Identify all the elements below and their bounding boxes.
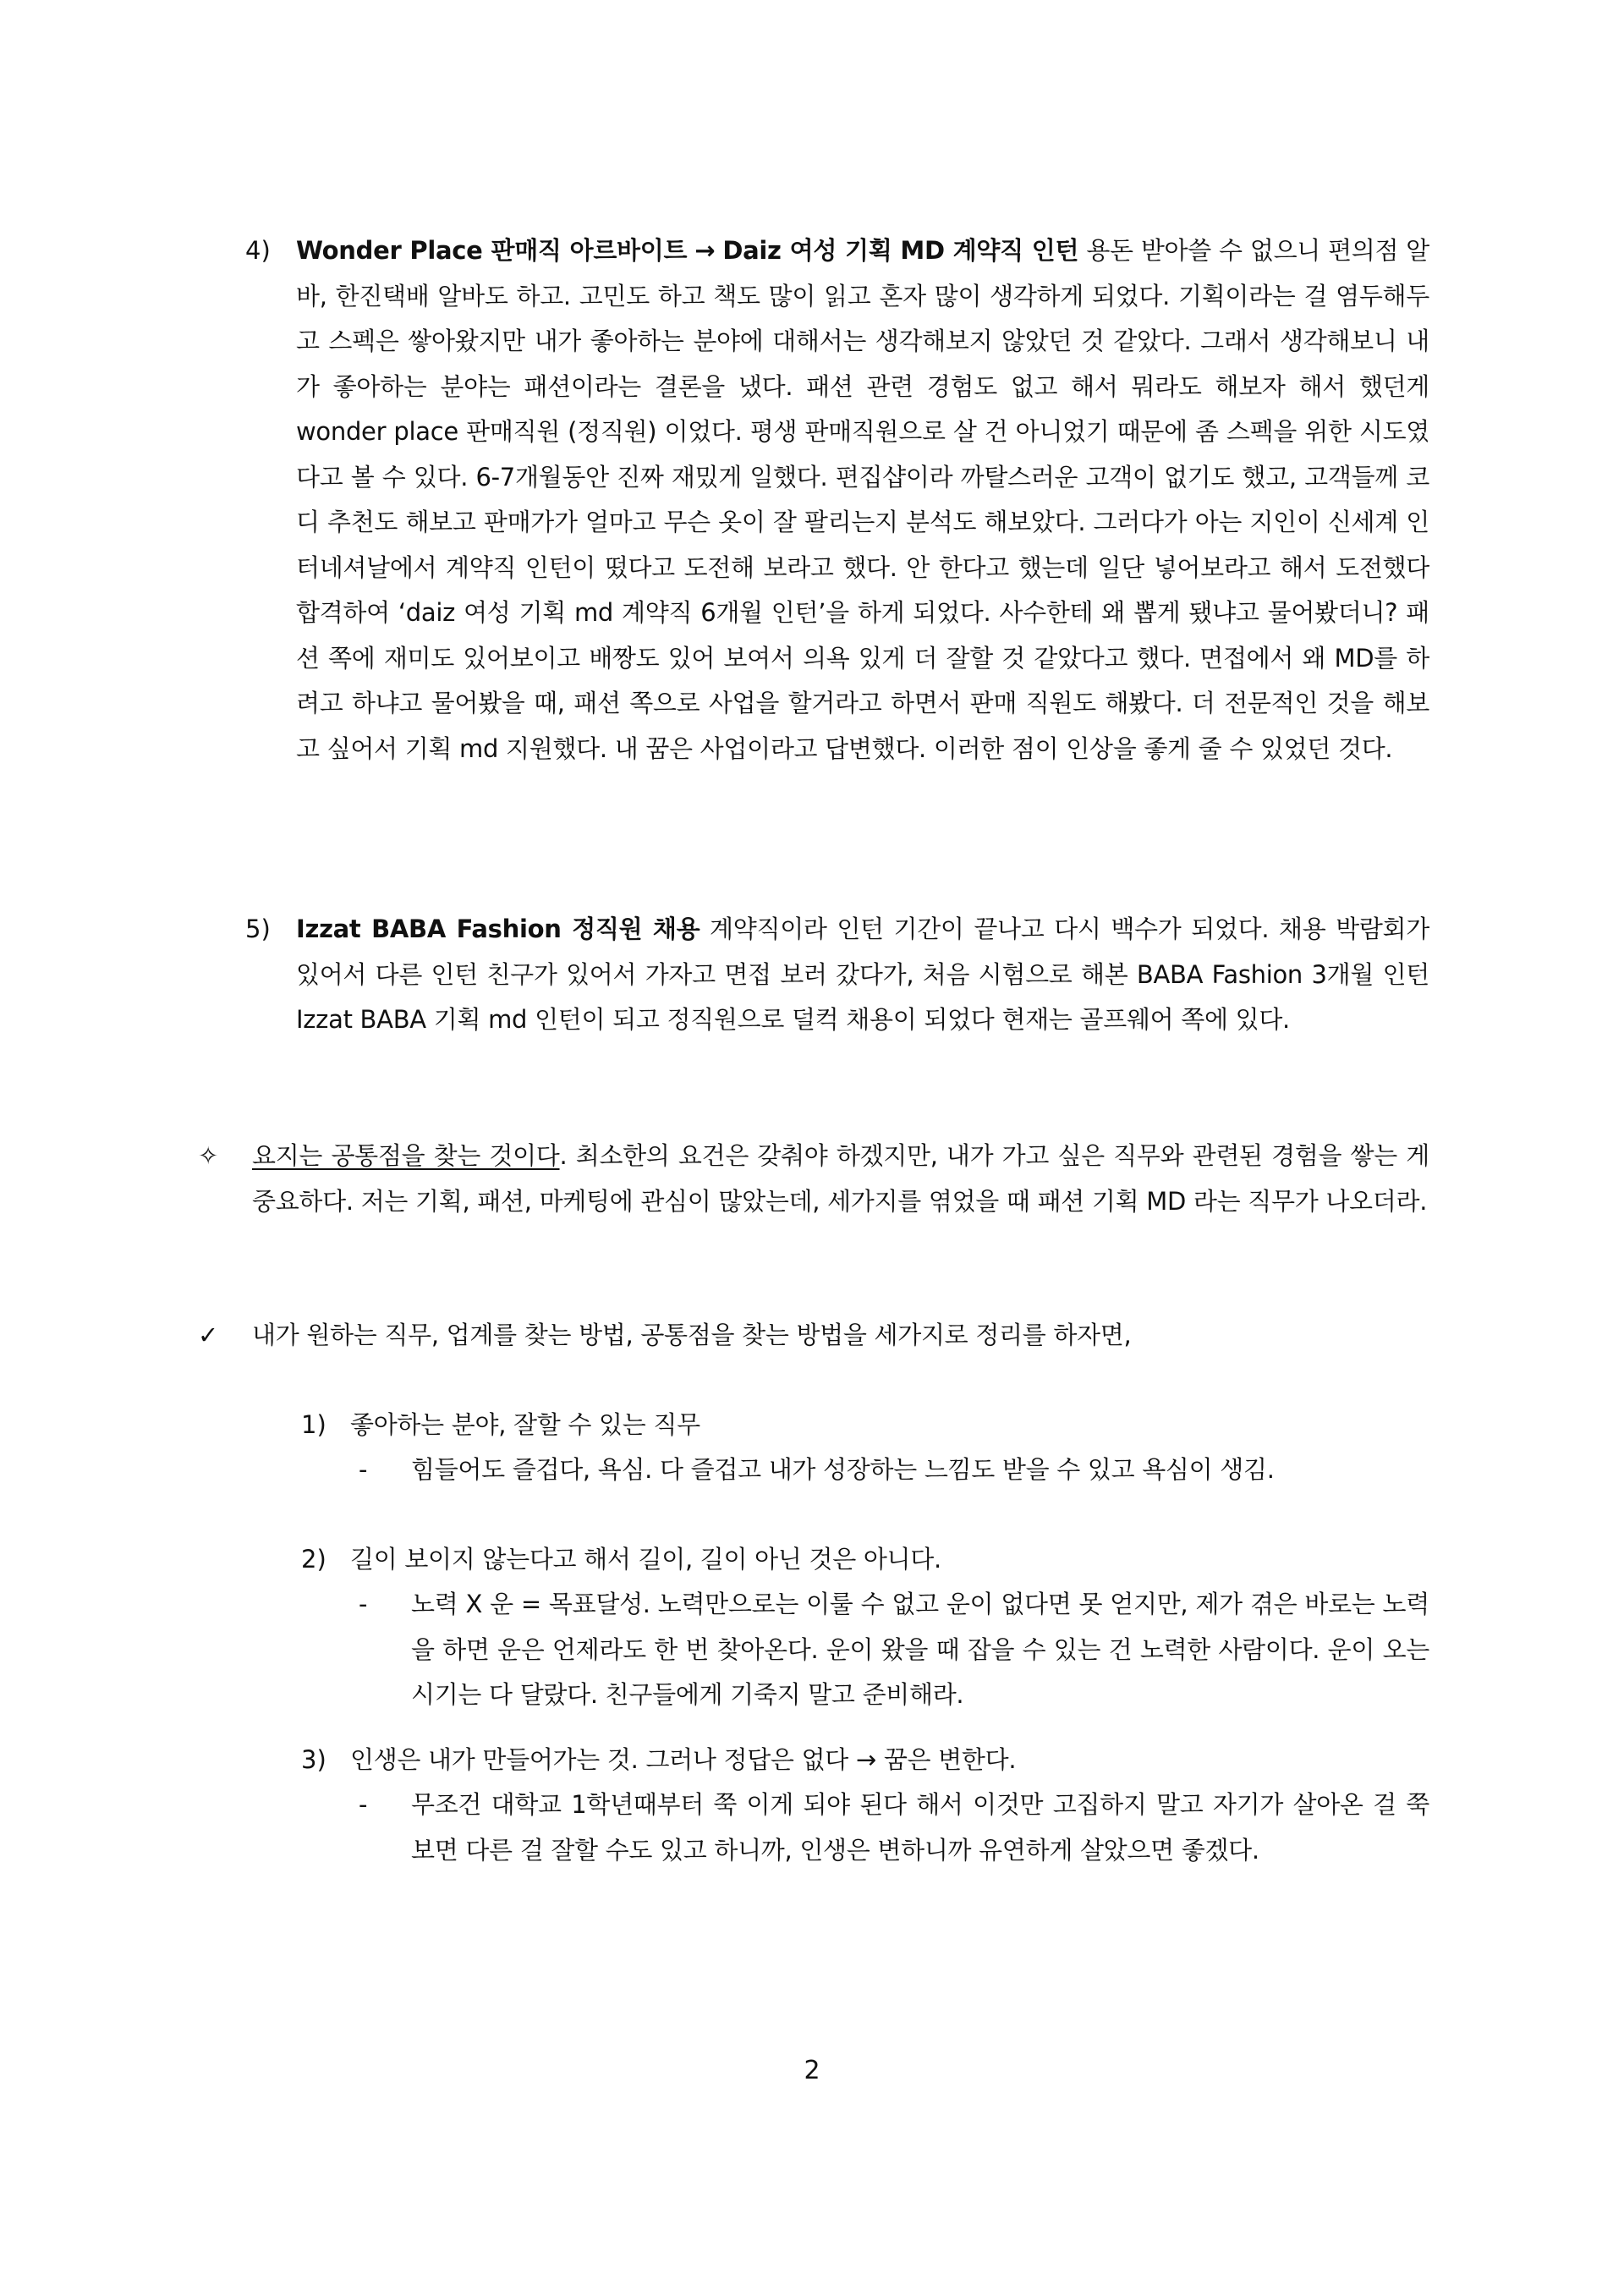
summary-3-dash: - <box>359 1790 368 1819</box>
item4-paragraph <box>296 228 1429 772</box>
summary-3-title: 인생은 내가 만들어가는 것. 그러나 정답은 없다 → 꿈은 변한다. <box>350 1745 1017 1774</box>
item5-marker: 5) <box>245 915 271 943</box>
item4-marker: 4) <box>245 236 271 265</box>
key-point-paragraph <box>252 1134 1429 1224</box>
summary-1-dash: - <box>359 1455 368 1484</box>
arrow-icon: → <box>694 236 716 265</box>
item5-body: 계약직이라 인턴 기간이 끝나고 다시 백수가 되었다. 채용 박람회가 있어서 다른 인턴 친구가 있어서 가자고 면접 보러 갔다가, 처음 시험으로 해본 BABA Fashion 3개월 인턴 Izzat BABA 기획 md 인턴이 되고 정직원으로 덜컥 채용이 되었다 현재는 골프웨어 쪽에 있다. <box>296 915 1429 1034</box>
item5-paragraph <box>296 907 1429 1043</box>
key-point-body: . 최소한의 요건은 갖춰야 하겠지만, 내가 가고 싶은 직무와 관련된 경험을 쌓는 게 중요하다. 저는 기획, 패션, 마케팅에 관심이 많았는데, 세가지를 엮었을 때 패션 기획 MD 라는 직무가 나오더라. <box>252 1141 1429 1216</box>
check-intro-text: 내가 원하는 직무, 업계를 찾는 방법, 공통점을 찾는 방법을 세가지로 정리를 하자면, <box>252 1321 1132 1349</box>
key-point-underlined: 요지는 공통점을 찾는 것이다 <box>252 1141 560 1170</box>
summary-1-detail: 힘들어도 즐겁다, 욕심. 다 즐겁고 내가 성장하는 느낌도 받을 수 있고 욕심이 생김. <box>411 1455 1275 1484</box>
summary-1-marker: 1) <box>301 1410 326 1439</box>
item4-body: 용돈 받아쓸 수 없으니 편의점 알바, 한진택배 알바도 하고. 고민도 하고 책도 많이 읽고 혼자 많이 생각하게 되었다. 기획이라는 걸 염두해두고 스펙은 쌓아왔지만 내가 좋아하는 분야에 대해서는 생각해보지 않았던 것 같았다. 그래서 생각해보니 내가 좋아하는 분야는 패션이라는 결론을 냈다. 패션 관련 경험도 없고 해서 뭐라도 해보자 해서 했던게 wonder place 판매직원 (정직원) 이었다. 평생 판매직원으로 살 건 아니었기 때문에 좀 스펙을 위한 시도였다고 볼 수 있다. 6-7개월동안 진짜 재밌게 일했다. 편집샵이라 까탈스러운 고객이 없기도 했고, 고객들께 코디 추천도 해보고 판매가가 얼마고 무슨 옷이 잘 팔리는지 분석도 해보았다. 그러다가 아는 지인이 신세계 인터네셔날에서 계약직 인턴이 떴다고 도전해 보라고 했다. 안 한다고 했는데 일단 넣어보라고 해서 도전했다 합격하여 ‘daiz 여성 기획 md 계약직 6개월 인턴’을 하게 되었다. 사수한테 왜 뽑게 됐냐고 물어봤더니? 패션 쪽에 재미도 있어보이고 배짱도 있어 보여서 의욕 있게 더 잘할 것 같았다고 했다. 면접에서 왜 MD를 하려고 하냐고 물어봤을 때, 패션 쪽으로 사업을 할거라고 하면서 판매 직원도 해봤다. 더 전문적인 것을 해보고 싶어서 기획 md 지원했다. 내 꿈은 사업이라고 답변했다. 이러한 점이 인상을 좋게 줄 수 있었던 것다. <box>296 236 1430 763</box>
page-number: 2 <box>804 2056 820 2085</box>
summary-2-detail: 노력 X 운 = 목표달성. 노력만으로는 이룰 수 없고 운이 없다면 못 얻지만, 제가 겪은 바로는 노력을 하면 운은 언제라도 한 번 찾아온다. 운이 왔을 때 잡을 수 있는 건 노력한 사람이다. 운이 오는 시기는 다 달랐다. 친구들에게 기죽지 말고 준비해라. <box>411 1590 1429 1709</box>
item4-heading-b: Daiz 여성 기획 MD 계약직 인턴 <box>722 236 1079 265</box>
item4-heading-a: Wonder Place 판매직 아르바이트 <box>296 236 688 265</box>
summary-3-marker: 3) <box>301 1745 326 1774</box>
summary-2-marker: 2) <box>301 1545 326 1574</box>
summary-2-dash: - <box>359 1590 368 1618</box>
summary-3-detail: 무조건 대학교 1학년때부터 쭉 이게 되야 된다 해서 이것만 고집하지 말고 자기가 살아온 걸 쭉 보면 다른 걸 잘할 수도 있고 하니까, 인생은 변하니까 유연하게 살았으면 좋겠다. <box>411 1790 1429 1865</box>
sparkle-icon: ✧ <box>198 1141 219 1170</box>
summary-2-title: 길이 보이지 않는다고 해서 길이, 길이 아닌 것은 아니다. <box>350 1545 941 1574</box>
summary-1-title: 좋아하는 분야, 잘할 수 있는 직무 <box>350 1410 700 1439</box>
item5-heading: Izzat BABA Fashion 정직원 채용 <box>296 915 700 943</box>
checkmark-icon: ✓ <box>198 1321 219 1349</box>
